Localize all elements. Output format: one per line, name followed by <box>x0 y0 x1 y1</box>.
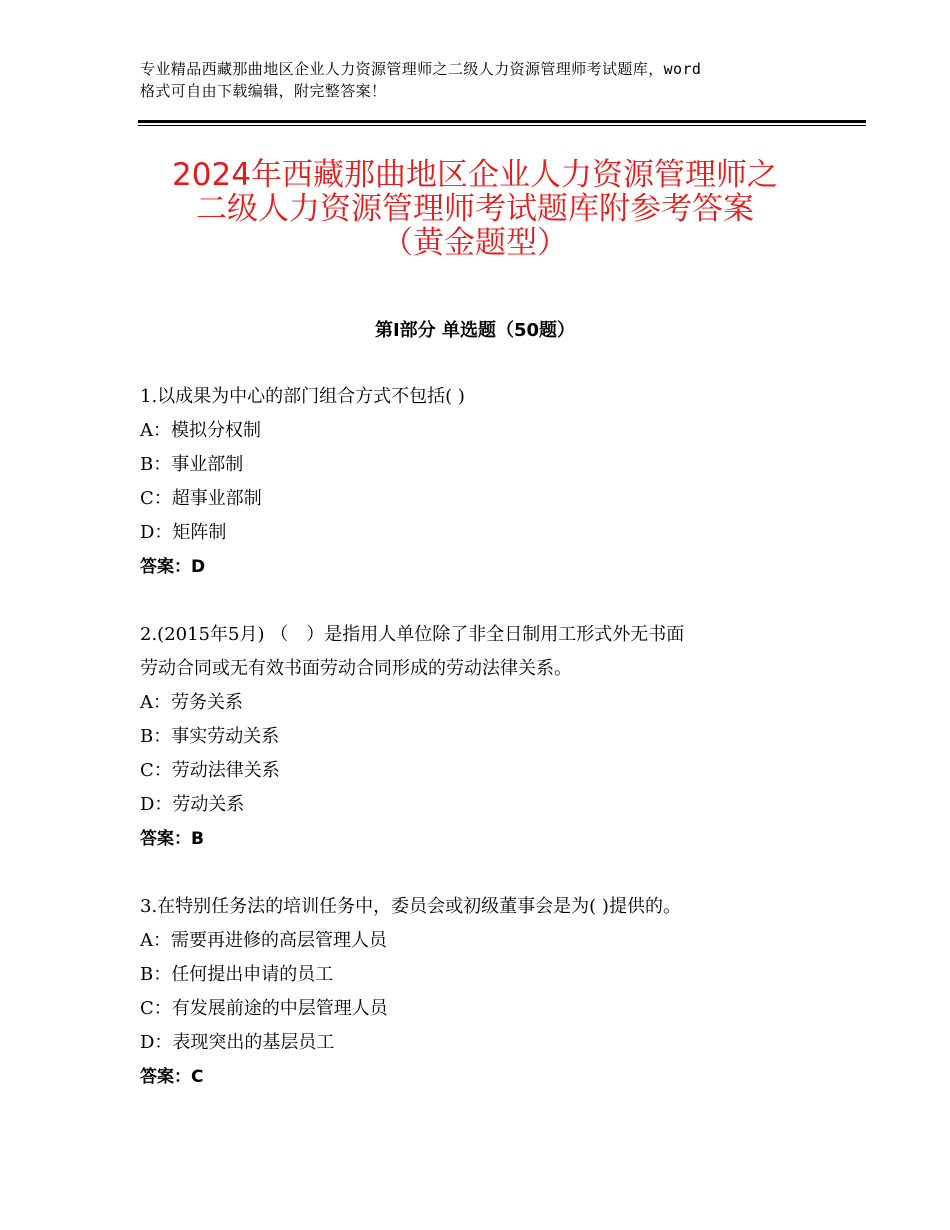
section-title: 第Ⅰ部分 单选题（50题） <box>374 320 575 341</box>
option-a: A：模拟分权制 <box>140 420 261 441</box>
option-a: A：需要再进修的高层管理人员 <box>140 930 387 951</box>
question-stem: 2.(2015年5月) （ ）是指用人单位除了非全日制用工形式外无书面 <box>140 624 685 645</box>
option-b: B：事实劳动关系 <box>140 726 280 747</box>
header-rule-thin <box>138 125 866 126</box>
header-rule <box>138 120 866 123</box>
option-d: D：矩阵制 <box>140 522 227 543</box>
question-list <box>140 380 830 1128</box>
option-a: A：劳务关系 <box>140 692 243 713</box>
header-note <box>140 58 830 102</box>
document-title <box>110 158 840 260</box>
option-c: C：超事业部制 <box>140 488 262 509</box>
title-line: 2024年西藏那曲地区企业人力资源管理师之 <box>172 157 778 193</box>
answer-label: 答案：D <box>140 557 206 577</box>
option-b: B：事业部制 <box>140 454 244 475</box>
option-c: C：有发展前途的中层管理人员 <box>140 998 388 1019</box>
question-1 <box>140 380 830 584</box>
question-3 <box>140 890 830 1094</box>
question-2 <box>140 618 830 856</box>
title-line: 二级人力资源管理师考试题库附参考答案 <box>196 191 754 227</box>
header-note-line: 格式可自由下载编辑，附完整答案！ <box>140 82 387 100</box>
answer-label: 答案：B <box>140 829 204 849</box>
question-stem: 3.在特别任务法的培训任务中，委员会或初级董事会是为( )提供的。 <box>140 896 681 917</box>
option-b: B：任何提出申请的员工 <box>140 964 334 985</box>
option-d: D：表现突出的基层员工 <box>140 1032 335 1053</box>
question-stem: 1.以成果为中心的部门组合方式不包括( ) <box>140 386 465 407</box>
title-line: （黄金题型） <box>382 225 568 261</box>
header-note-line: 专业精品西藏那曲地区企业人力资源管理师之二级人力资源管理师考试题库，word <box>140 60 702 78</box>
option-c: C：劳动法律关系 <box>140 760 280 781</box>
question-stem-continued: 劳动合同或无有效书面劳动合同形成的劳动法律关系。 <box>140 658 572 679</box>
option-d: D：劳动关系 <box>140 794 245 815</box>
answer-label: 答案：C <box>140 1067 204 1087</box>
